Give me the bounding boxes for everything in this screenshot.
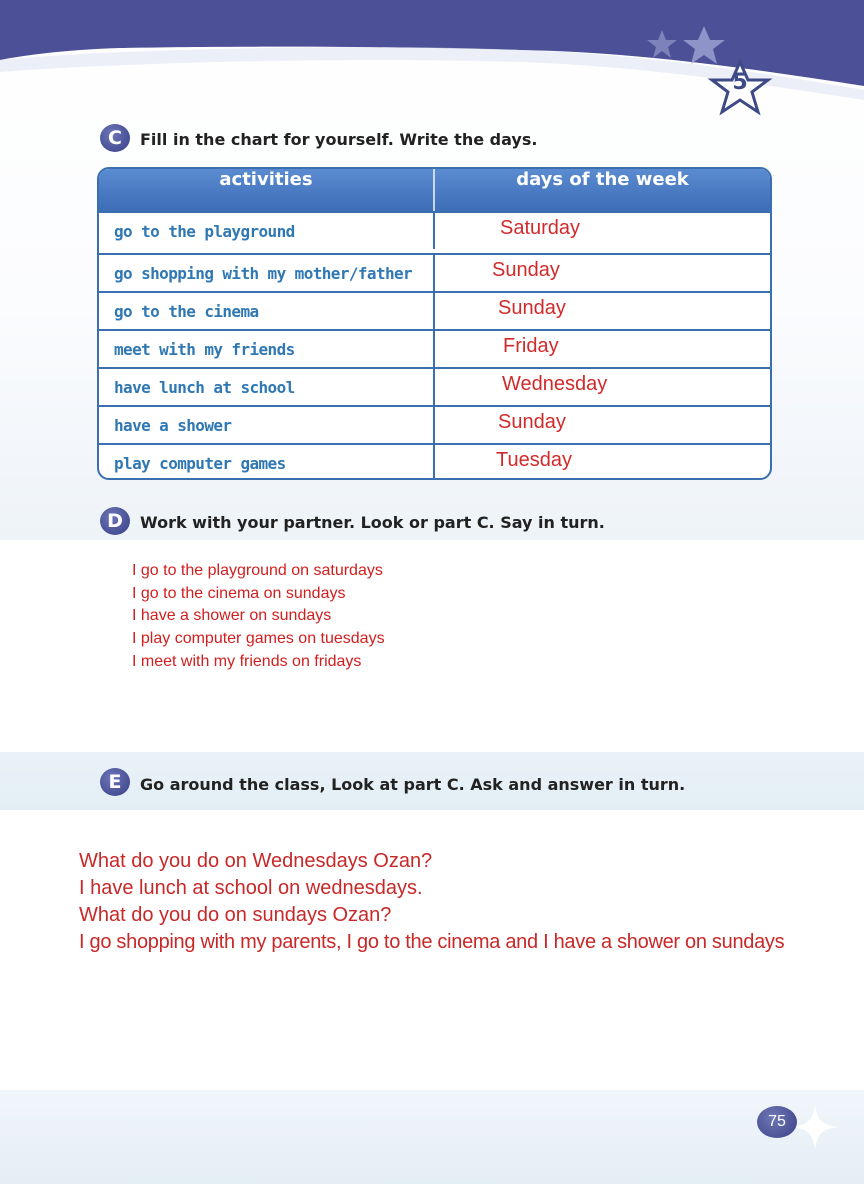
answer-line: What do you do on sundays Ozan? (79, 904, 392, 926)
table-row (99, 443, 770, 480)
answer-line: What do you do on Wednesdays Ozan? (79, 850, 433, 872)
day-cell: Saturday (500, 217, 581, 239)
bottom-background (0, 1090, 864, 1184)
day-cell: Sunday (498, 411, 566, 433)
unit-number: 5 (732, 70, 748, 95)
table-row (99, 367, 770, 405)
activity-cell: meet with my friends (114, 340, 295, 359)
day-cell: Sunday (492, 259, 560, 281)
activity-cell: go to the cinema (114, 302, 259, 321)
table-row (99, 211, 770, 249)
section-e-instruction: Go around the class, Look at part C. Ask and answer in turn. (140, 775, 686, 794)
section-d-answer-area (0, 540, 864, 752)
section-e-badge: E (100, 768, 130, 796)
sparkle-icon (790, 1102, 840, 1152)
activity-cell: go to the playground (114, 222, 295, 241)
activity-cell: play computer games (114, 454, 286, 473)
table-row (99, 329, 770, 367)
table-row (99, 291, 770, 329)
answer-line: I play computer games on tuesdays (132, 630, 385, 647)
answer-line: I go shopping with my parents, I go to the cinema and I have a shower on sundays (79, 931, 785, 953)
table-row (99, 405, 770, 443)
section-c-badge: C (100, 124, 130, 152)
activity-cell: go shopping with my mother/father (114, 264, 413, 283)
answer-line: I have lunch at school on wednesdays. (79, 877, 423, 899)
activity-cell: have lunch at school (114, 378, 295, 397)
column-header-days: days of the week (516, 169, 689, 190)
answer-line: I have a shower on sundays (132, 607, 332, 624)
answer-line: I go to the playground on saturdays (132, 562, 383, 579)
section-c-instruction: Fill in the chart for yourself. Write the days. (140, 130, 538, 149)
activities-chart (97, 167, 772, 480)
chart-header (99, 169, 770, 213)
activity-cell: have a shower (114, 416, 232, 435)
page-number: 75 (757, 1106, 797, 1138)
day-cell: Wednesday (502, 373, 608, 395)
answer-line: I meet with my friends on fridays (132, 653, 362, 670)
column-header-activities: activities (219, 169, 313, 190)
day-cell: Tuesday (496, 449, 572, 471)
table-row (99, 253, 770, 291)
section-d-badge: D (100, 507, 130, 535)
answer-line: I go to the cinema on sundays (132, 585, 346, 602)
day-cell: Sunday (498, 297, 566, 319)
day-cell: Friday (503, 335, 559, 357)
section-d-instruction: Work with your partner. Look or part C. Say in turn. (140, 513, 605, 532)
